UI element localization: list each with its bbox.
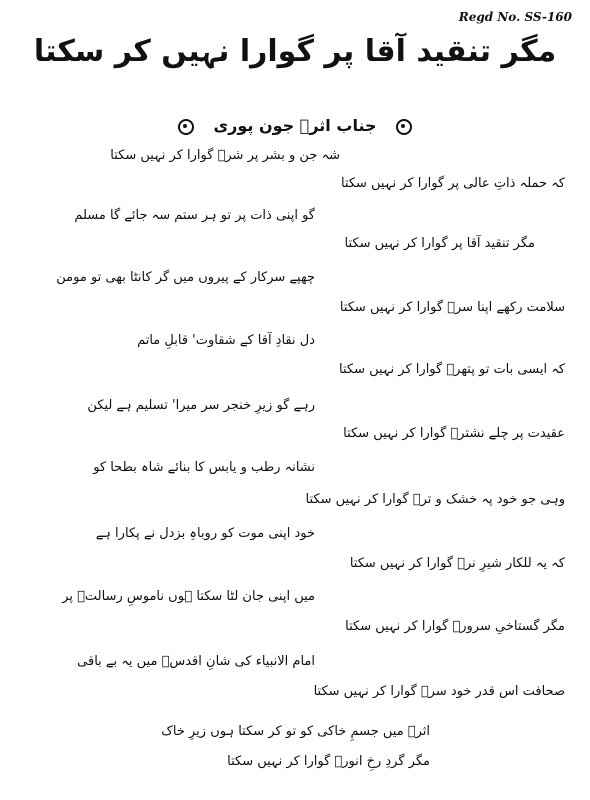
ornament-left-icon	[178, 119, 194, 135]
verse-line: شہ جن و بشر پر شرؔ گوارا کر نہیں سکتا	[110, 148, 340, 163]
verse-line: گو اپنی ذات پر تو ہر ستم سہ جائے گا مسلم	[74, 208, 315, 223]
verse-line: کہ حملہ ذاتِ عالی پر گوارا کر نہیں سکتا	[340, 176, 565, 191]
poem-title: مگر تنقید آقا پر گوارا نہیں کر سکتا	[33, 34, 557, 69]
byline	[0, 116, 590, 136]
verse-line: کہ یہ للکار شیرِ نرؔ گوارا کر نہیں سکتا	[349, 556, 565, 571]
verse-line: کہ ایسی بات تو پتھرؔ گوارا کر نہیں سکتا	[339, 362, 565, 377]
verse-line: دل نقادِ آقا کے شقاوت' قابلِ ماتم	[137, 333, 315, 348]
verse-line: میں اپنی جان لٹا سکتا ہوں ناموسِ رسالتؐ پر	[62, 589, 315, 604]
verse-line: نشانہ رطب و یابس کا بنائے شاہ بطحا کو	[93, 460, 315, 475]
verse-line: مگر گستاخیِ سرورؐ گوارا کر نہیں سکتا	[345, 619, 565, 634]
poet-name: جناب اثرؔ جون پوری	[213, 116, 377, 135]
verse-line: عقیدت پر چلے نشترؔ گوارا کر نہیں سکتا	[343, 426, 565, 441]
verse-line: صحافت اس قدر خود سرؔ گوارا کر نہیں سکتا	[313, 684, 565, 699]
ornament-right-icon	[396, 119, 412, 135]
verse-line: خود اپنی موت کو روباہِ بزدل نے پکارا ہے	[95, 526, 315, 541]
registration-number: Regd No. SS-160	[458, 10, 572, 24]
verse-line: وہی جو خود پہ خشک و ترؔ گوارا کر نہیں سکتا	[305, 492, 565, 507]
verse-line: سلامت رکھے اپنا سرؔ گوارا کر نہیں سکتا	[339, 300, 565, 315]
verse-line: مگر تنقید آقا پر گوارا کر نہیں سکتا	[344, 236, 535, 251]
verse-line: رہے گو زیرِ خنجر سر میرا' تسلیم ہے لیکن	[87, 398, 315, 413]
verse-line: امام الانبیاء کی شانِ اقدسؐ میں یہ بے باقی	[77, 654, 315, 669]
verse-line: مگر گردِ رخِ انورؐ گوارا کر نہیں سکتا	[227, 754, 430, 769]
poem-body	[0, 140, 590, 790]
verse-line: اثرؔ میں جسمِ خاکی کو تو کر سکتا ہوں زیرِ خاک	[161, 724, 430, 739]
verse-line: چھپے سرکار کے پیروں میں گر کانٹا بھی تو مومن	[56, 270, 315, 285]
